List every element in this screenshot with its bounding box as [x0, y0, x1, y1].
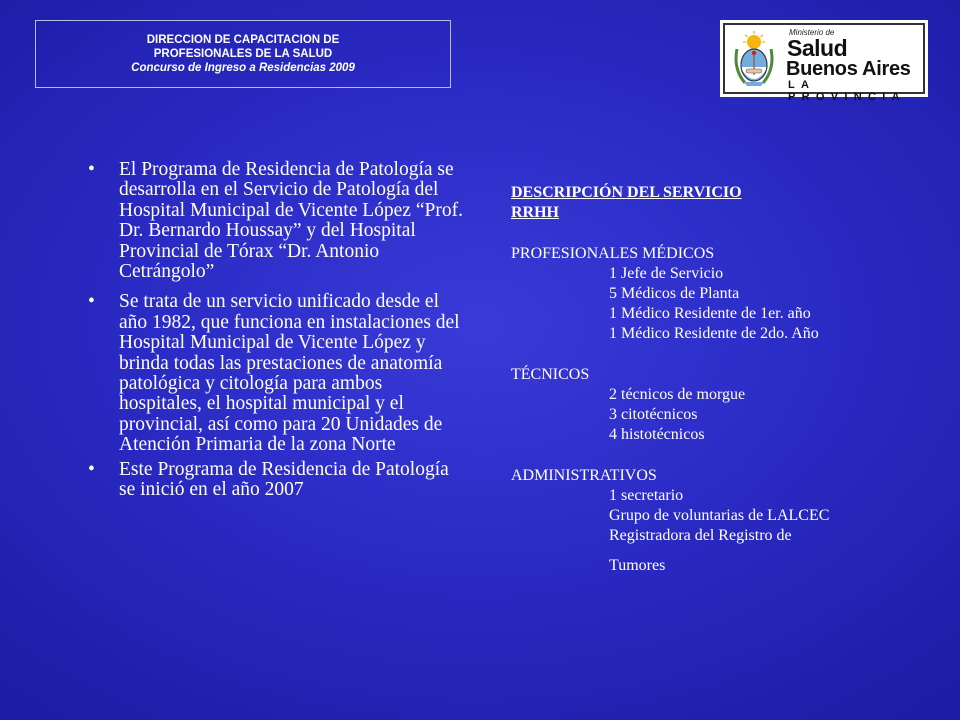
- staff-item: Tumores: [609, 556, 666, 574]
- staff-item: 2 técnicos de morgue: [609, 386, 746, 403]
- staff-item: 3 citotécnicos: [609, 406, 698, 424]
- logo-ministerio-text: Ministerio de: [789, 28, 835, 37]
- staff-item: 1 secretario: [609, 487, 684, 504]
- logo-frame: [723, 23, 925, 103]
- service-description: [511, 183, 931, 576]
- bullet-item: • Se trata de un servicio unificado desde el año 1982, que funciona en instalaciones del Hospital Municipal de Vicente López y brinda todas las prestaciones de anatomía patológica y citología para ambos hospitales, el hospital municipal y el provincial, así como para 20 Unidades de Atención Primaria de la zona Norte: [88, 292, 468, 455]
- ministry-logo: [720, 20, 928, 103]
- header-line-3: Concurso de Ingreso a Residencias 2009: [131, 62, 355, 74]
- staff-item: 4 histotécnicos: [609, 426, 705, 444]
- bullet-item: • Este Programa de Residencia de Patología se inició en el año 2007: [88, 460, 468, 501]
- logo-provincia-text: LA PROVINCIA: [788, 79, 906, 103]
- staff-item: Grupo de voluntarias de LALCEC: [609, 507, 830, 525]
- description-subtitle: RRHH: [511, 204, 559, 222]
- staff-item: Registradora del Registro de: [609, 527, 792, 545]
- program-bullet-list: [88, 160, 468, 501]
- header-line-2: PROFESIONALES DE LA SALUD: [153, 48, 333, 60]
- category-profesionales: PROFESIONALES MÉDICOS: [511, 244, 715, 262]
- staff-item: 1 Médico Residente de 2do. Año: [609, 325, 819, 343]
- staff-item: 5 Médicos de Planta: [609, 285, 740, 302]
- description-title: DESCRIPCIÓN DEL SERVICIO: [511, 184, 742, 201]
- logo-buenos-aires-text: Buenos Aires: [786, 58, 911, 80]
- staff-item: 1 Médico Residente de 1er. año: [609, 305, 811, 323]
- header-box: [35, 20, 451, 88]
- staff-item: 1 Jefe de Servicio: [609, 264, 724, 282]
- bullet-item: • El Programa de Residencia de Patología se desarrolla en el Servicio de Patología del Hospital Municipal de Vicente López “Prof. Dr. Bernardo Houssay” y del Hospital Provincial de Tórax “Dr. Antonio Cetrángolo”: [88, 160, 468, 282]
- category-administrativos: ADMINISTRATIVOS: [511, 466, 657, 484]
- category-tecnicos: TÉCNICOS: [511, 365, 590, 383]
- logo-salud-text: Salud: [787, 35, 848, 61]
- coat-of-arms-icon: [731, 29, 777, 89]
- header-line-1: DIRECCION DE CAPACITACION DE: [146, 34, 340, 46]
